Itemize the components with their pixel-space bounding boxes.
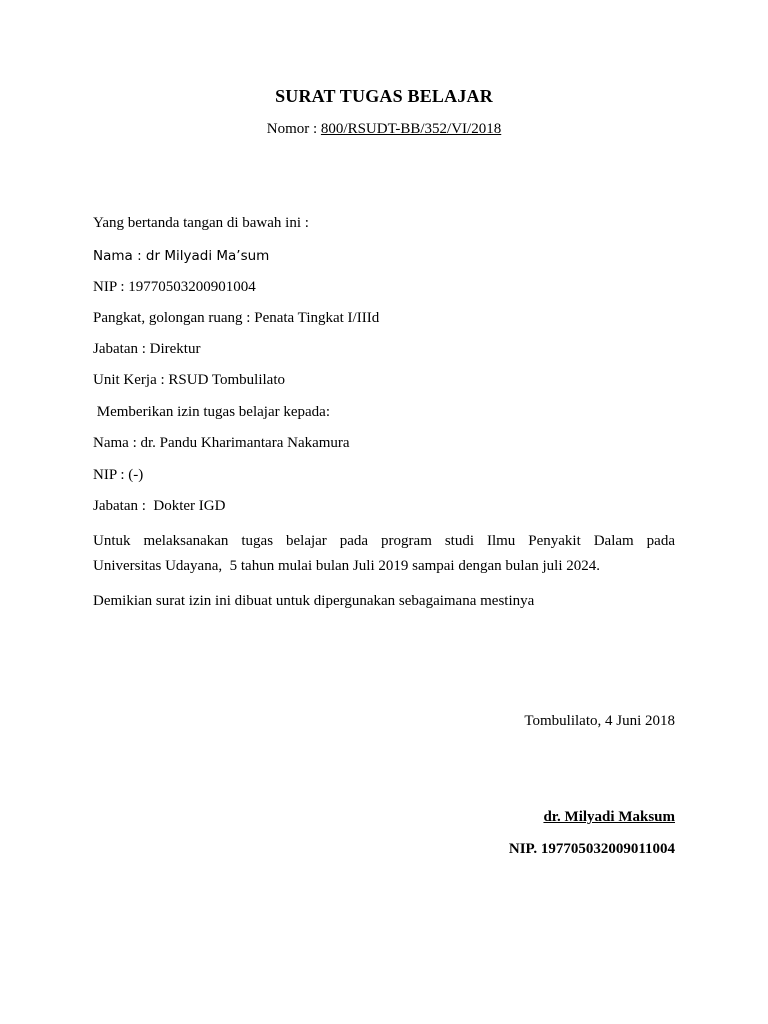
letter-number-label: Nomor : [266, 121, 318, 137]
signature-name: dr. Milyadi Maksum [543, 809, 675, 825]
purpose-word: Dalam [593, 533, 634, 549]
signer-rank: Pangkat, golongan ruang : Penata Tingkat I/IIId [93, 310, 380, 326]
letter-number-value: 800/RSUDT-BB/352/VI/2018 [320, 121, 502, 137]
place-date: Tombulilato, 4 Juni 2018 [524, 713, 675, 729]
purpose-word: program [381, 533, 432, 549]
purpose-paragraph [93, 529, 675, 579]
purpose-word: Ilmu [486, 533, 516, 549]
letter-number [0, 121, 768, 138]
purpose-word: studi [444, 533, 475, 549]
purpose-word: Penyakit [528, 533, 581, 549]
purpose-word: Untuk [93, 533, 131, 549]
signer-work-unit: Unit Kerja : RSUD Tombulilato [93, 372, 285, 388]
purpose-word: pada [646, 533, 675, 549]
purpose-word: pada [339, 533, 369, 549]
purpose-word: melaksanakan [143, 533, 229, 549]
letter-title: SURAT TUGAS BELAJAR [275, 86, 493, 106]
signer-name: Nama : dr Milyadi Ma’sum [93, 248, 270, 264]
purpose-line-1 [93, 529, 675, 554]
signer-nip: NIP : 19770503200901004 [93, 279, 256, 295]
signer-intro: Yang bertanda tangan di bawah ini : [93, 215, 309, 231]
purpose-word: belajar [286, 533, 327, 549]
signature-nip: NIP. 197705032009011004 [508, 841, 675, 857]
purpose-word: tugas [241, 533, 274, 549]
signer-position: Jabatan : Direktur [93, 341, 201, 357]
recipient-nip: NIP : (-) [93, 467, 144, 483]
recipient-position: Jabatan : Dokter IGD [93, 498, 226, 514]
closing-statement: Demikian surat izin ini dibuat untuk dipergunakan sebagaimana mestinya [93, 593, 535, 609]
recipient-name: Nama : dr. Pandu Kharimantara Nakamura [93, 435, 350, 451]
recipient-intro: Memberikan izin tugas belajar kepada: [93, 404, 330, 420]
purpose-line-2: Universitas Udayana, 5 tahun mulai bulan Juli 2019 sampai dengan bulan juli 2024. [93, 558, 600, 574]
